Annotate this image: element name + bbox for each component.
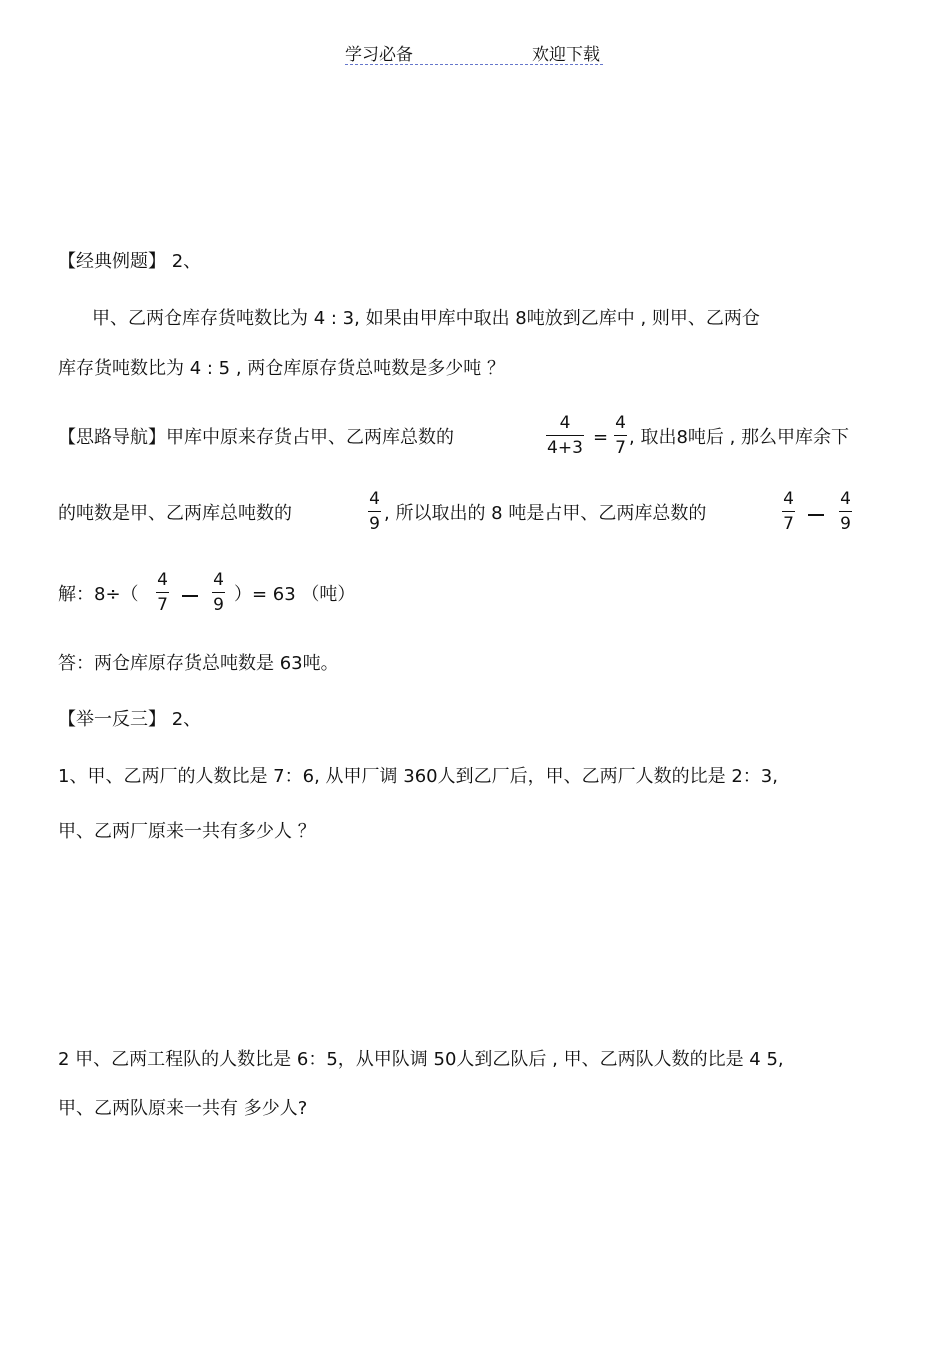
header-right-text: 欢迎下载 xyxy=(532,45,600,65)
solution-prefix: 解：8÷（ xyxy=(58,584,139,605)
fraction-4-over-9 xyxy=(368,488,381,535)
fraction-numerator: 4 xyxy=(783,489,794,509)
fraction-numerator: 4 xyxy=(369,489,380,509)
guide-line2-text: 的吨数是甲、乙两库总吨数的 xyxy=(58,503,292,524)
fraction-denominator: 9 xyxy=(213,595,224,616)
fraction-4-over-4plus3 xyxy=(546,412,584,459)
minus-sign xyxy=(182,595,198,597)
fraction-4-over-7 xyxy=(614,412,627,459)
practice-q2-line2: 甲、乙两队原来一共有 多少人? xyxy=(58,1098,308,1119)
fraction-bar xyxy=(156,592,169,593)
fraction-bar xyxy=(368,511,381,512)
equals-sign: = xyxy=(593,427,609,448)
fraction-denominator: 7 xyxy=(783,514,794,535)
fraction-4-over-9 xyxy=(212,569,225,616)
fraction-denominator: 9 xyxy=(369,514,380,535)
solution-suffix: ）= 63 （吨） xyxy=(234,584,356,605)
fraction-bar xyxy=(546,435,584,436)
fraction-bar xyxy=(782,511,795,512)
fraction-numerator: 4 xyxy=(615,413,626,433)
fraction-denominator: 9 xyxy=(840,514,851,535)
practice-q1-line1: 1、甲、乙两厂的人数比是 7：6, 从甲厂调 360人到乙厂后，甲、乙两厂人数的比是 2：3, xyxy=(58,766,778,787)
example-problem-line1: 甲、乙两仓库存货吨数比为 4 : 3, 如果由甲库中取出 8吨放到乙库中 , 则甲、乙两仓 xyxy=(92,308,760,329)
guide-line1-text: 【思路导航】甲库中原来存货占甲、乙两库总数的 xyxy=(58,427,454,448)
fraction-denominator: 4+3 xyxy=(547,438,583,459)
example-problem-line2: 库存货吨数比为 4 : 5 , 两仓库原存货总吨数是多少吨 ？ xyxy=(58,358,506,379)
fraction-numerator: 4 xyxy=(213,570,224,590)
fraction-denominator: 7 xyxy=(157,595,168,616)
minus-sign xyxy=(808,514,824,516)
guide-line2-mid: , 所以取出的 8 吨是占甲、乙两库总数的 xyxy=(384,503,707,524)
fraction-4-over-7 xyxy=(156,569,169,616)
fraction-4-over-9 xyxy=(839,488,852,535)
fraction-bar xyxy=(839,511,852,512)
answer-text: 答：两仓库原存货总吨数是 63吨。 xyxy=(58,653,339,674)
fraction-bar xyxy=(614,435,627,436)
fraction-numerator: 4 xyxy=(157,570,168,590)
header-left-text: 学习必备 xyxy=(345,45,413,65)
practice-q1-line2: 甲、乙两厂原来一共有多少人 ？ xyxy=(58,821,316,842)
fraction-bar xyxy=(212,592,225,593)
fraction-denominator: 7 xyxy=(615,438,626,459)
practice-q2-line1: 2 甲、乙两工程队的人数比是 6：5，从甲队调 50人到乙队后 , 甲、乙两队人数的比是 4 5, xyxy=(58,1049,784,1070)
fraction-numerator: 4 xyxy=(559,413,571,433)
fraction-numerator: 4 xyxy=(840,489,851,509)
page-header xyxy=(345,38,603,65)
guide-line1-tail: , 取出8吨后 , 那么甲库余下 xyxy=(629,427,850,448)
fraction-4-over-7 xyxy=(782,488,795,535)
practice-heading: 【举一反三】 2、 xyxy=(58,709,202,730)
example-heading: 【经典例题】 2、 xyxy=(58,251,202,272)
